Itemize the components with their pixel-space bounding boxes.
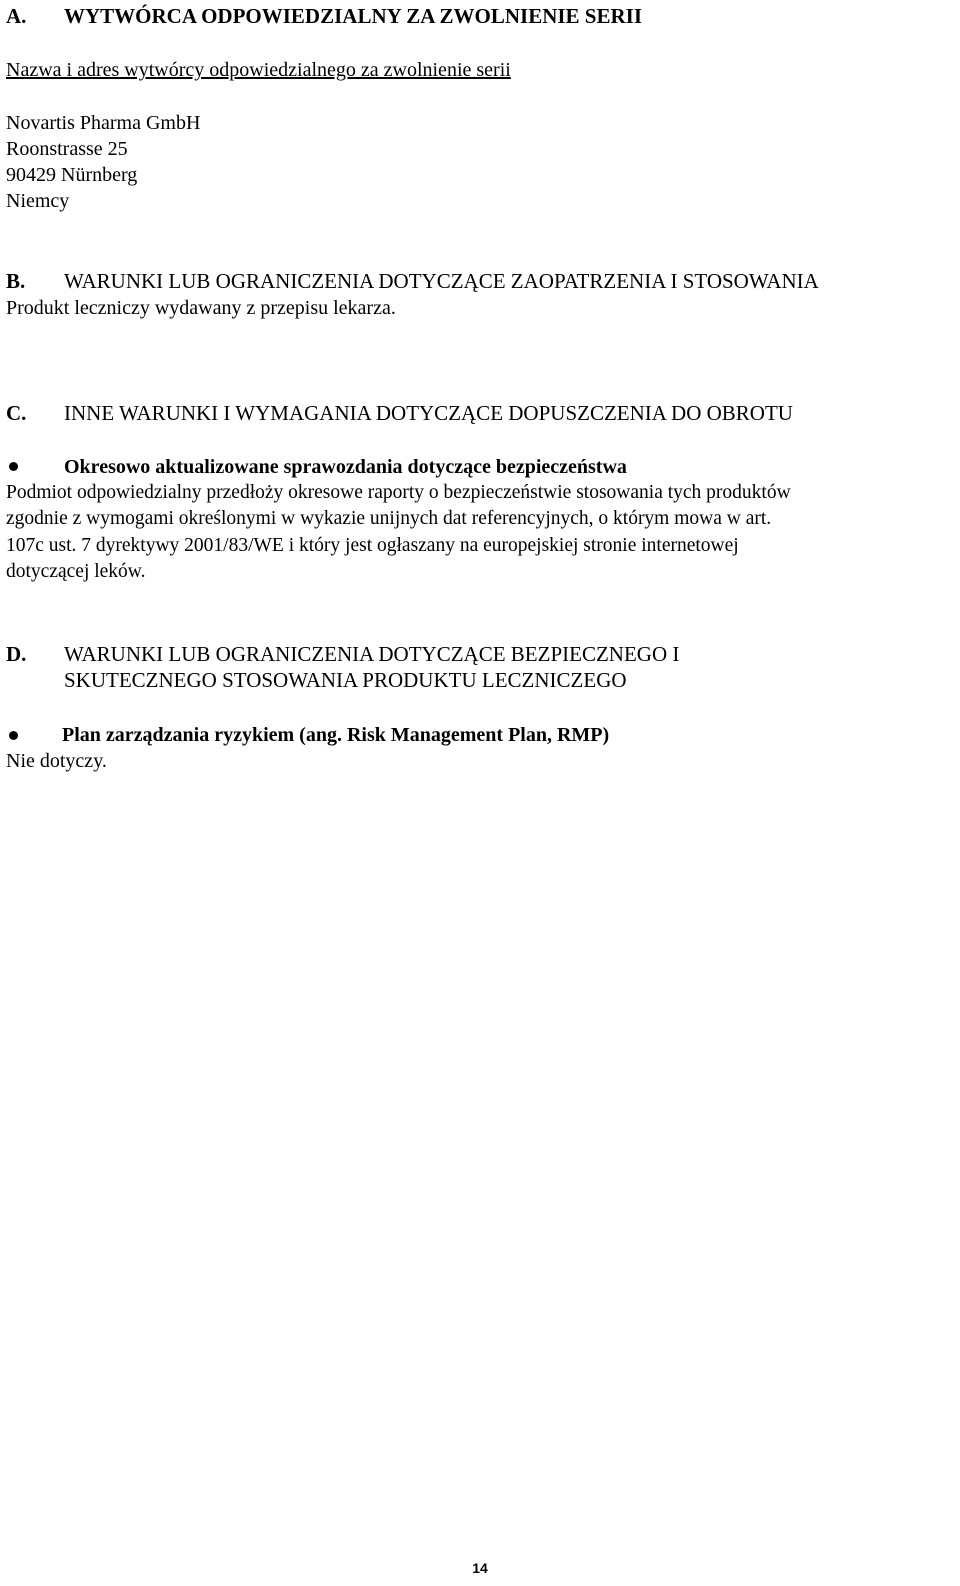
- section-c-line-2: zgodnie z wymogami określonymi w wykazie unijnych dat referencyjnych, o którym mowa w art.: [6, 508, 772, 529]
- section-b-letter: B.: [6, 269, 26, 293]
- section-a-letter: A.: [6, 4, 27, 28]
- page-number: 14: [472, 1560, 488, 1576]
- address-line-street: Roonstrasse 25: [6, 138, 128, 160]
- section-b-title: WARUNKI LUB OGRANICZENIA DOTYCZĄCE ZAOPATRZENIA I STOSOWANIA: [64, 269, 819, 293]
- section-c-letter: C.: [6, 401, 27, 425]
- section-a-title: WYTWÓRCA ODPOWIEDZIALNY ZA ZWOLNIENIE SERII: [64, 4, 643, 28]
- section-c-title: INNE WARUNKI I WYMAGANIA DOTYCZĄCE DOPUSZCZENIA DO OBROTU: [64, 401, 793, 425]
- section-d-title-line-2: SKUTECZNEGO STOSOWANIA PRODUKTU LECZNICZEGO: [64, 668, 627, 692]
- section-c-line-3: 107c ust. 7 dyrektywy 2001/83/WE i który jest ogłaszany na europejskiej stronie internetowej: [6, 535, 739, 556]
- bullet-icon: [9, 731, 18, 740]
- address-line-company: Novartis Pharma GmbH: [6, 112, 201, 134]
- section-c-line-4: dotyczącej leków.: [6, 561, 146, 582]
- section-c-line-1: Podmiot odpowiedzialny przedłoży okresowe raporty o bezpieczeństwie stosowania tych produktów: [6, 482, 791, 503]
- section-d-text: Nie dotyczy.: [6, 750, 107, 772]
- address-line-country: Niemcy: [6, 190, 70, 212]
- section-c-bullet-title: Okresowo aktualizowane sprawozdania dotyczące bezpieczeństwa: [64, 456, 627, 478]
- section-a-subheading: Nazwa i adres wytwórcy odpowiedzialnego za zwolnienie serii: [6, 59, 511, 81]
- section-d-bullet-title: Plan zarządzania ryzykiem (ang. Risk Management Plan, RMP): [62, 724, 610, 746]
- section-b-text: Produkt leczniczy wydawany z przepisu lekarza.: [6, 297, 396, 319]
- address-line-city: 90429 Nürnberg: [6, 164, 138, 186]
- section-d-letter: D.: [6, 642, 27, 666]
- bullet-icon: [9, 462, 18, 471]
- section-d-title-line-1: WARUNKI LUB OGRANICZENIA DOTYCZĄCE BEZPIECZNEGO I: [64, 642, 680, 666]
